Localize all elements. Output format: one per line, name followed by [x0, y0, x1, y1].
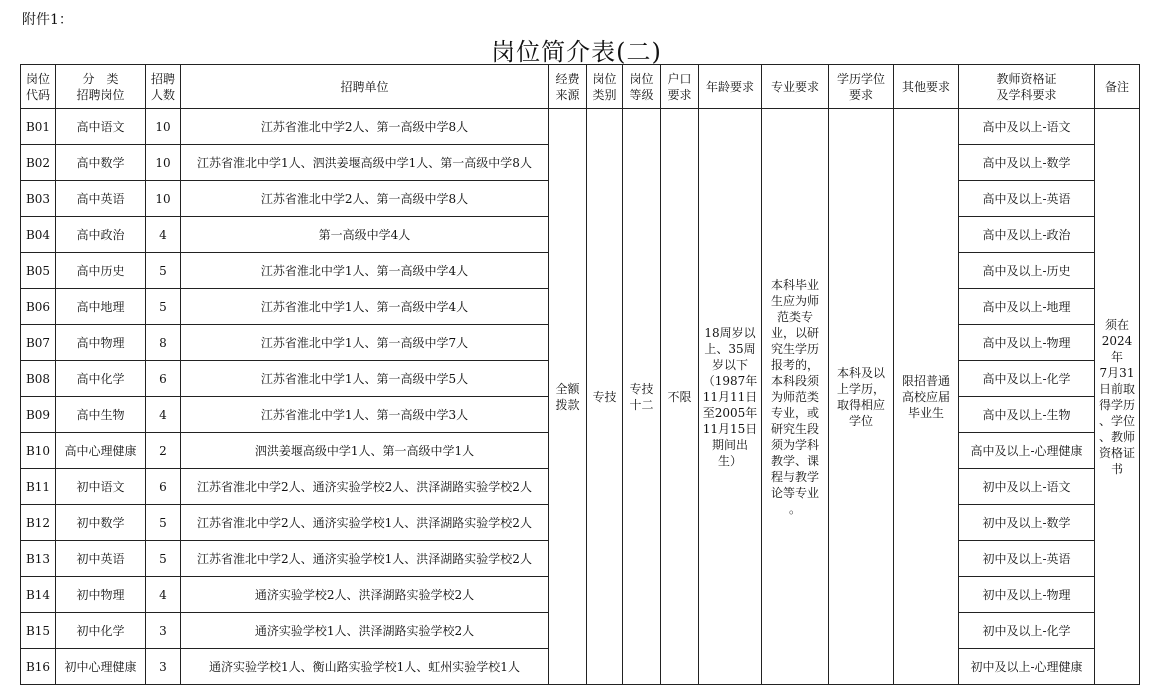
cell-unit: 江苏省淮北中学2人、通济实验学校1人、洪泽湖路实验学校2人: [181, 541, 549, 577]
cell-cert: 高中及以上-英语: [959, 181, 1095, 217]
cell-count: 10: [146, 145, 181, 181]
cell-count: 5: [146, 253, 181, 289]
cell-post: 高中语文: [56, 109, 146, 145]
cell-cert: 高中及以上-语文: [959, 109, 1095, 145]
cell-unit: 江苏省淮北中学2人、通济实验学校2人、洪泽湖路实验学校2人: [181, 469, 549, 505]
other-text: 限招普通 高校应届 毕业生: [901, 373, 950, 420]
cell-code: B07: [21, 325, 56, 361]
cell-unit: 通济实验学校2人、洪泽湖路实验学校2人: [181, 577, 549, 613]
cell-count: 2: [146, 433, 181, 469]
cell-post: 高中英语: [56, 181, 146, 217]
cell-cert: 高中及以上-物理: [959, 325, 1095, 361]
cell-post: 高中政治: [56, 217, 146, 253]
cell-cert: 高中及以上-地理: [959, 289, 1095, 325]
cell-unit: 通济实验学校1人、洪泽湖路实验学校2人: [181, 613, 549, 649]
cell-count: 6: [146, 469, 181, 505]
degree-cell: [829, 109, 894, 685]
post-type-cell: [587, 109, 623, 685]
cell-count: 3: [146, 613, 181, 649]
cell-unit: 江苏省淮北中学1人、第一高级中学4人: [181, 253, 549, 289]
post-type-text: 专技: [592, 389, 617, 404]
header-code: 岗位 代码: [21, 65, 56, 109]
cell-count: 8: [146, 325, 181, 361]
cell-unit: 江苏省淮北中学2人、第一高级中学8人: [181, 181, 549, 217]
cell-count: 5: [146, 505, 181, 541]
header-funding: 经费 来源: [549, 65, 587, 109]
header-post-type: 岗位 类别: [587, 65, 623, 109]
cell-unit: 江苏省淮北中学2人、通济实验学校1人、洪泽湖路实验学校2人: [181, 505, 549, 541]
header-level: 岗位 等级: [623, 65, 661, 109]
cell-code: B14: [21, 577, 56, 613]
age-text: 18周岁以 上、35周 岁以下 （1987年 11月11日 至2005年 11月15日 期间出 生）: [702, 325, 758, 468]
level-cell: [623, 109, 661, 685]
header-row: [21, 65, 1140, 109]
cell-unit: 江苏省淮北中学1人、第一高级中学4人: [181, 289, 549, 325]
major-text: 本科毕业 生应为师 范类专 业，以研 究生学历 报考的， 本科段须 为师范类 专业，或 研究生段 须为学科 教学、课 程与教学 论等专业 。: [770, 277, 819, 516]
cell-count: 4: [146, 217, 181, 253]
cell-cert: 高中及以上-心理健康: [959, 433, 1095, 469]
hukou-cell: [661, 109, 699, 685]
cell-code: B03: [21, 181, 56, 217]
cell-cert: 初中及以上-物理: [959, 577, 1095, 613]
cell-unit: 通济实验学校1人、衡山路实验学校1人、虹州实验学校1人: [181, 649, 549, 685]
cell-cert: 初中及以上-心理健康: [959, 649, 1095, 685]
cell-count: 4: [146, 397, 181, 433]
page-title: 岗位简介表(二): [491, 38, 662, 66]
header-major: 专业要求: [762, 65, 829, 109]
cell-post: 初中语文: [56, 469, 146, 505]
header-category: 分 类 招聘岗位: [56, 65, 146, 109]
cell-count: 5: [146, 289, 181, 325]
cell-code: B02: [21, 145, 56, 181]
cell-cert: 初中及以上-化学: [959, 613, 1095, 649]
note-text: 须在 2024年 7月31 日前取 得学历 、学位 、教师 资格证 书: [1098, 317, 1135, 476]
cell-cert: 初中及以上-语文: [959, 469, 1095, 505]
cell-code: B13: [21, 541, 56, 577]
cell-cert: 高中及以上-数学: [959, 145, 1095, 181]
table-row: [21, 109, 1140, 145]
cell-unit: 第一高级中学4人: [181, 217, 549, 253]
cell-count: 10: [146, 109, 181, 145]
cell-code: B08: [21, 361, 56, 397]
header-hukou: 户口 要求: [661, 65, 699, 109]
cell-code: B16: [21, 649, 56, 685]
header-note: 备注: [1095, 65, 1140, 109]
hukou-text: 不限: [667, 389, 692, 404]
cell-post: 高中历史: [56, 253, 146, 289]
cell-cert: 高中及以上-政治: [959, 217, 1095, 253]
major-cell: [762, 109, 829, 685]
header-unit: 招聘单位: [181, 65, 549, 109]
age-cell: [699, 109, 762, 685]
attachment-label: 附件1：: [22, 12, 73, 28]
cell-code: B04: [21, 217, 56, 253]
header-age: 年龄要求: [699, 65, 762, 109]
cell-code: B15: [21, 613, 56, 649]
cell-post: 初中数学: [56, 505, 146, 541]
cell-unit: 江苏省淮北中学1人、第一高级中学5人: [181, 361, 549, 397]
cell-post: 高中心理健康: [56, 433, 146, 469]
cell-count: 6: [146, 361, 181, 397]
funding-text: 全额 拨款: [555, 381, 580, 412]
cell-code: B12: [21, 505, 56, 541]
cell-post: 高中生物: [56, 397, 146, 433]
note-cell: [1095, 109, 1140, 685]
cell-post: 高中地理: [56, 289, 146, 325]
cell-unit: 江苏省淮北中学1人、第一高级中学3人: [181, 397, 549, 433]
cell-count: 5: [146, 541, 181, 577]
degree-text: 本科及以 上学历， 取得相应 学位: [836, 365, 885, 428]
cell-post: 高中物理: [56, 325, 146, 361]
position-table: [20, 64, 1140, 685]
cell-unit: 江苏省淮北中学1人、泗洪姜堰高级中学1人、第一高级中学8人: [181, 145, 549, 181]
cell-cert: 高中及以上-化学: [959, 361, 1095, 397]
cell-code: B05: [21, 253, 56, 289]
funding-cell: [549, 109, 587, 685]
cell-post: 初中物理: [56, 577, 146, 613]
cell-code: B01: [21, 109, 56, 145]
cell-code: B11: [21, 469, 56, 505]
cell-cert: 初中及以上-数学: [959, 505, 1095, 541]
cell-count: 10: [146, 181, 181, 217]
cell-unit: 江苏省淮北中学1人、第一高级中学7人: [181, 325, 549, 361]
cell-post: 高中化学: [56, 361, 146, 397]
cell-post: 高中数学: [56, 145, 146, 181]
cell-cert: 高中及以上-历史: [959, 253, 1095, 289]
cell-cert: 初中及以上-英语: [959, 541, 1095, 577]
cell-post: 初中心理健康: [56, 649, 146, 685]
cell-post: 初中化学: [56, 613, 146, 649]
cell-count: 3: [146, 649, 181, 685]
level-text: 专技 十二: [629, 381, 654, 412]
other-cell: [894, 109, 959, 685]
cell-cert: 高中及以上-生物: [959, 397, 1095, 433]
header-cert: 教师资格证 及学科要求: [959, 65, 1095, 109]
cell-unit: 江苏省淮北中学2人、第一高级中学8人: [181, 109, 549, 145]
cell-code: B09: [21, 397, 56, 433]
cell-unit: 泗洪姜堰高级中学1人、第一高级中学1人: [181, 433, 549, 469]
header-other: 其他要求: [894, 65, 959, 109]
cell-count: 4: [146, 577, 181, 613]
header-count: 招聘 人数: [146, 65, 181, 109]
cell-code: B06: [21, 289, 56, 325]
header-degree: 学历学位 要求: [829, 65, 894, 109]
cell-post: 初中英语: [56, 541, 146, 577]
cell-code: B10: [21, 433, 56, 469]
